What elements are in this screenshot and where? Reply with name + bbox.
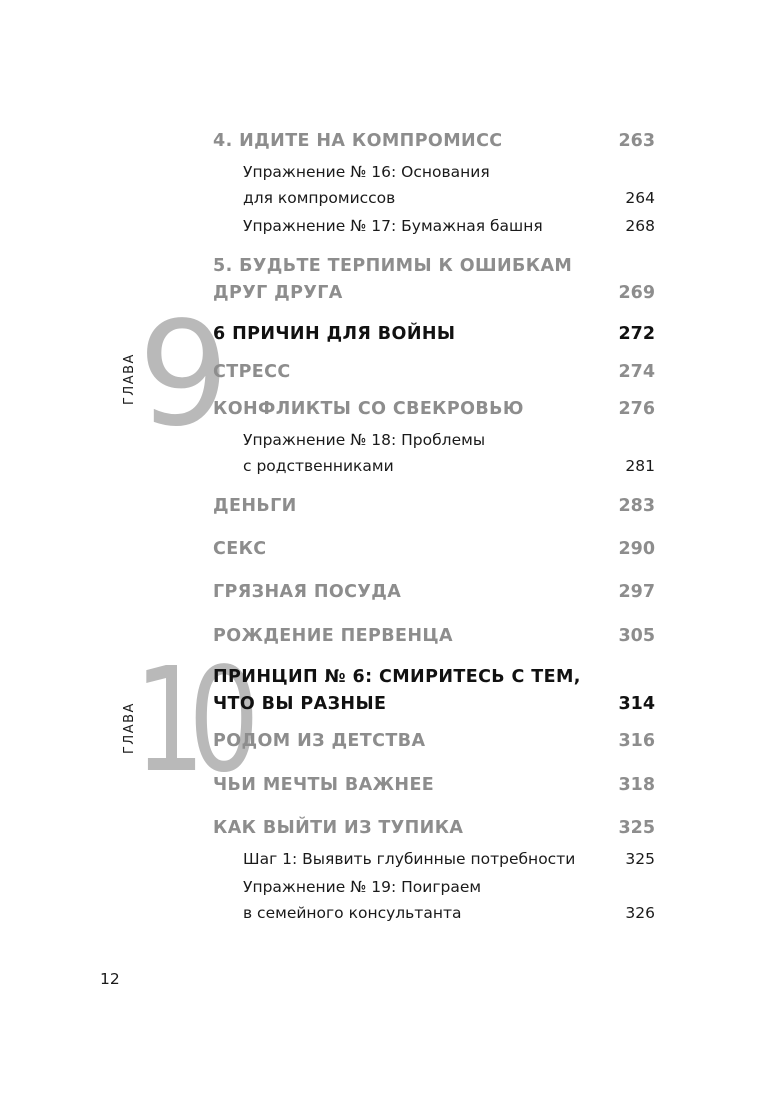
toc-title-line2: с родственниками (243, 457, 394, 475)
toc-page: 281 (625, 457, 655, 475)
toc-title-line1: Упражнение № 19: Поиграем (243, 878, 482, 896)
toc-title: 6 ПРИЧИН ДЛЯ ВОЙНЫ (213, 324, 456, 344)
toc-title-line2: ЧТО ВЫ РАЗНЫЕ (213, 694, 387, 714)
toc-page: 269 (618, 283, 655, 303)
toc-title: РОДОМ ИЗ ДЕТСТВА (213, 731, 426, 751)
toc-page: 316 (618, 731, 655, 751)
toc-page: 314 (618, 694, 655, 714)
toc-title: ГРЯЗНАЯ ПОСУДА (213, 582, 402, 602)
toc-page: 272 (618, 324, 655, 344)
toc-page: 276 (618, 399, 655, 419)
chapter-9-number: 9 (138, 290, 226, 458)
toc-title: КОНФЛИКТЫ СО СВЕКРОВЬЮ (213, 399, 524, 419)
toc-page: 290 (618, 539, 655, 559)
chapter-10-number: 10 (134, 636, 243, 804)
toc-page: 263 (618, 131, 655, 151)
toc-title: Шаг 1: Выявить глубинные потребности (243, 850, 576, 868)
toc-title: РОЖДЕНИЕ ПЕРВЕНЦА (213, 626, 453, 646)
toc-page: 268 (625, 217, 655, 235)
toc-title: Упражнение № 17: Бумажная башня (243, 217, 543, 235)
toc-page: 325 (618, 818, 655, 838)
toc-title: 4. ИДИТЕ НА КОМПРОМИСС (213, 131, 503, 151)
toc-page: 325 (625, 850, 655, 868)
toc-title-line1: Упражнение № 16: Основания (243, 163, 490, 181)
toc-title-line2: ДРУГ ДРУГА (213, 283, 343, 303)
toc-title: КАК ВЫЙТИ ИЗ ТУПИКА (213, 818, 464, 838)
toc-page: 297 (618, 582, 655, 602)
chapter-10-label: ГЛАВА (122, 702, 137, 754)
toc-title: СЕКС (213, 539, 267, 559)
toc-title-line1: 5. БУДЬТЕ ТЕРПИМЫ К ОШИБКАМ (213, 256, 573, 276)
toc-page: 283 (618, 496, 655, 516)
toc-title-line2: для компромиссов (243, 189, 396, 207)
toc-title-line1: Упражнение № 18: Проблемы (243, 431, 486, 449)
toc-title: ЧЬИ МЕЧТЫ ВАЖНЕЕ (213, 775, 435, 795)
toc-title-line2: в семейного консультанта (243, 904, 462, 922)
toc-page: 305 (618, 626, 655, 646)
toc-page: 264 (625, 189, 655, 207)
toc-page: 326 (625, 904, 655, 922)
toc-title-line1: ПРИНЦИП № 6: СМИРИТЕСЬ С ТЕМ, (213, 667, 581, 687)
chapter-9-label: ГЛАВА (122, 353, 137, 405)
page-number: 12 (100, 970, 120, 988)
toc-title: СТРЕСС (213, 362, 291, 382)
toc-page: 274 (618, 362, 655, 382)
toc-page: 318 (618, 775, 655, 795)
toc-title: ДЕНЬГИ (213, 496, 297, 516)
